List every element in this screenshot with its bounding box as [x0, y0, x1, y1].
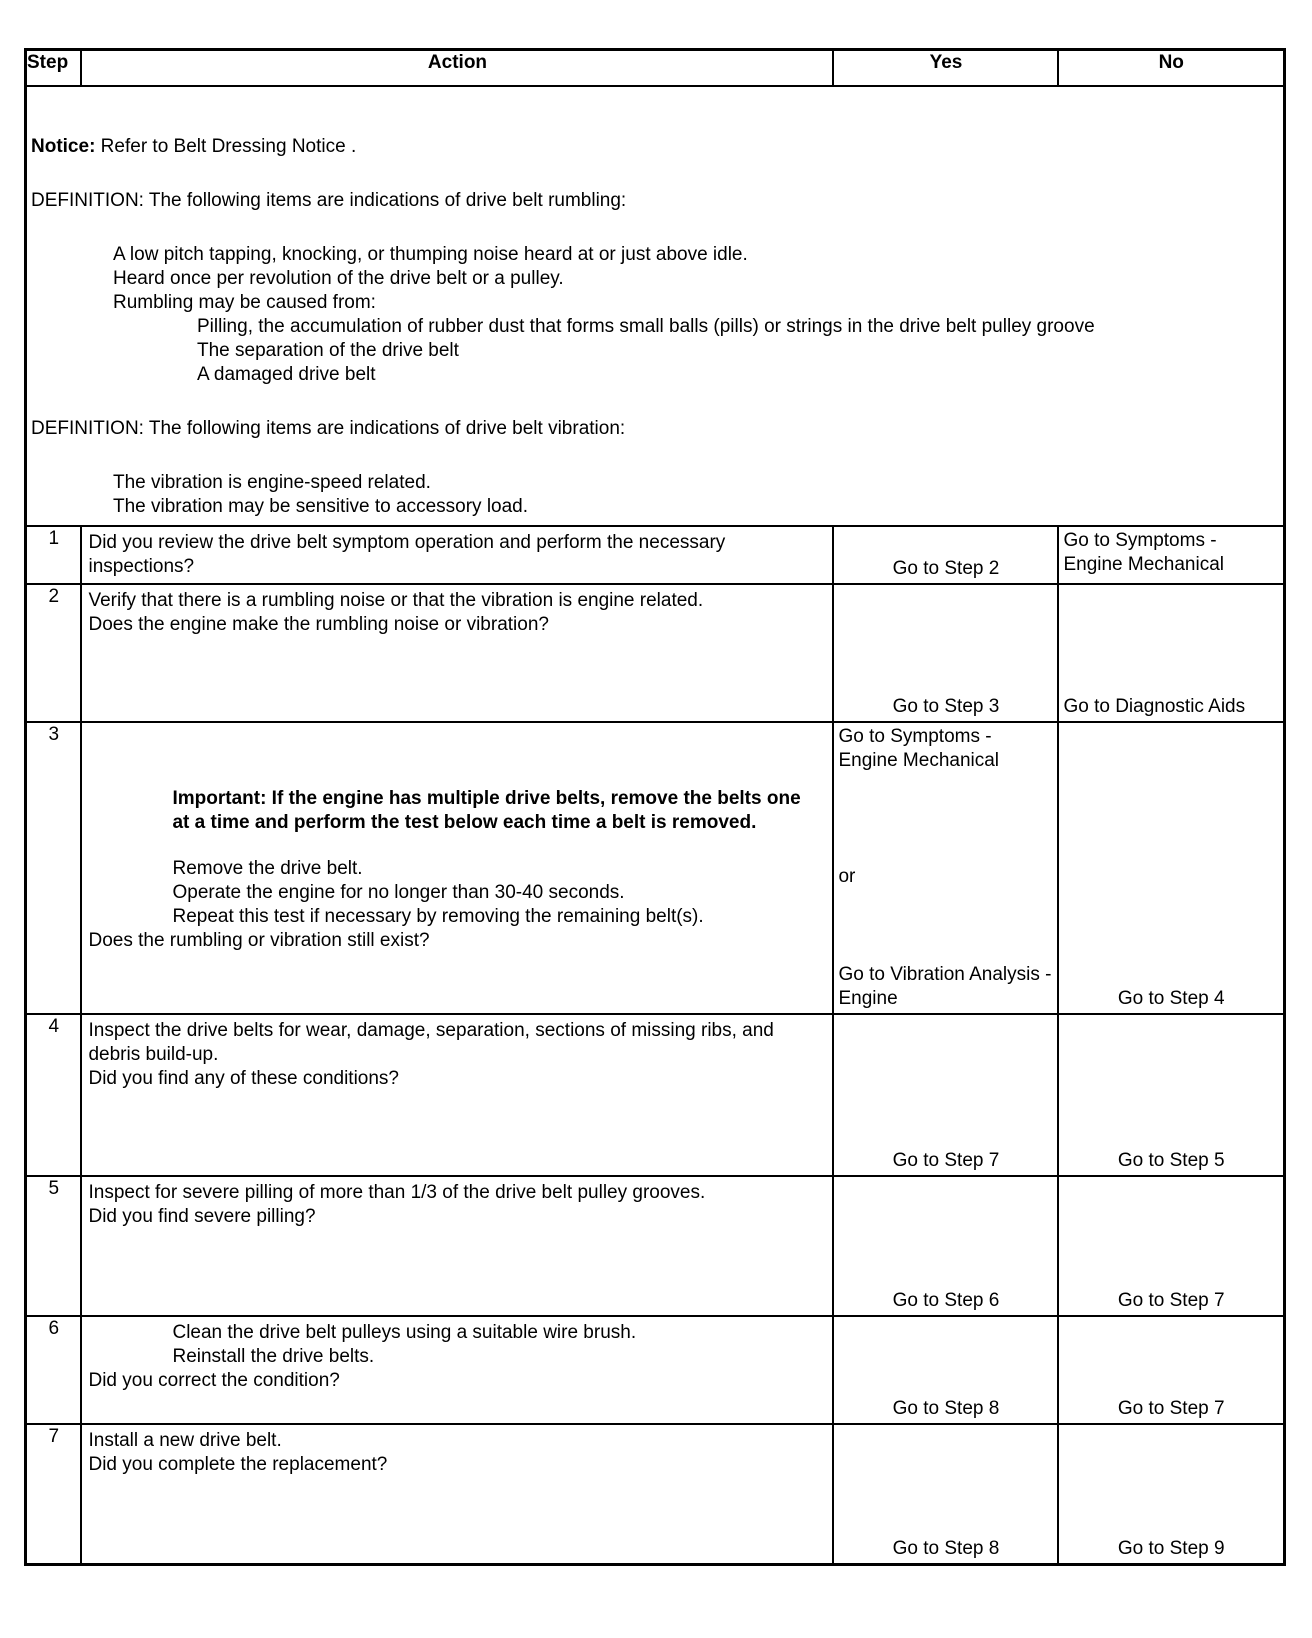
- no-link[interactable]: Go to Step 9: [1117, 1538, 1225, 1559]
- step-row-1: [26, 526, 1285, 584]
- step-number: 5: [26, 1176, 82, 1316]
- yes-cell: [833, 526, 1058, 584]
- yes-cell: [833, 584, 1058, 722]
- action-text: Install a new drive belt.: [88, 1430, 282, 1451]
- no-cell: [1058, 1176, 1284, 1316]
- yes-link[interactable]: Go to Step 7: [892, 1150, 1000, 1171]
- action-question: Did you correct the condition?: [88, 1370, 340, 1391]
- yes-link[interactable]: Go to Step 8: [892, 1398, 1000, 1419]
- notice-label: Notice:: [31, 136, 96, 157]
- step-number: 3: [26, 722, 82, 1014]
- step-row-4: [26, 1014, 1285, 1176]
- action-item: Operate the engine for no longer than 30-40 seconds.: [172, 882, 625, 903]
- action-text: Inspect the drive belts for wear, damage, separation, sections of missing ribs, and debris build-up.: [88, 1020, 774, 1065]
- action-question: Did you find severe pilling?: [88, 1206, 316, 1227]
- action-cell: [81, 584, 833, 722]
- no-cell: [1058, 584, 1284, 722]
- yes-link[interactable]: Go to Step 2: [892, 558, 1000, 579]
- yes-link-2[interactable]: Go to Vibration Analysis - Engine: [838, 964, 1052, 1009]
- no-link[interactable]: Go to Step 5: [1117, 1150, 1225, 1171]
- action-item: Clean the drive belt pulleys using a suitable wire brush.: [172, 1322, 637, 1343]
- action-cell: [81, 526, 833, 584]
- header-no: No: [1058, 50, 1284, 87]
- action-item: Remove the drive belt.: [172, 858, 363, 879]
- yes-link-1[interactable]: Go to Symptoms - Engine Mechanical: [838, 726, 1000, 771]
- action-cell: [81, 1316, 833, 1424]
- action-text: Did you review the drive belt symptom operation and perform the necessary inspections?: [88, 532, 726, 577]
- vibration-item: The vibration may be sensitive to accessory load.: [113, 496, 529, 517]
- step-number: 1: [26, 526, 82, 584]
- action-question: Does the engine make the rumbling noise or vibration?: [88, 614, 549, 635]
- no-cell: [1058, 1316, 1284, 1424]
- rumbling-cause: The separation of the drive belt: [197, 340, 459, 361]
- step-number: 2: [26, 584, 82, 722]
- step-row-2: [26, 584, 1285, 722]
- action-text: Verify that there is a rumbling noise or that the vibration is engine related.: [88, 590, 704, 611]
- action-cell: [81, 722, 833, 1014]
- vibration-item: The vibration is engine-speed related.: [113, 472, 431, 493]
- notice: [31, 135, 1279, 159]
- action-cell: [81, 1014, 833, 1176]
- step-row-3: [26, 722, 1285, 1014]
- intro-cell: [26, 86, 1285, 526]
- action-question: Does the rumbling or vibration still exist?: [88, 930, 430, 951]
- notice-text: Refer to Belt Dressing Notice .: [95, 136, 357, 157]
- no-cell: [1058, 526, 1284, 584]
- action-question: Did you complete the replacement?: [88, 1454, 388, 1475]
- yes-cell: [833, 1176, 1058, 1316]
- yes-link[interactable]: Go to Step 3: [892, 696, 1000, 717]
- diagnostic-table: [24, 48, 1286, 1566]
- no-cell: [1058, 1424, 1284, 1565]
- no-link[interactable]: Go to Step 7: [1117, 1398, 1225, 1419]
- yes-link[interactable]: Go to Step 6: [892, 1290, 1000, 1311]
- no-cell: [1058, 1014, 1284, 1176]
- step-number: 4: [26, 1014, 82, 1176]
- yes-cell: [833, 1316, 1058, 1424]
- action-cell: [81, 1176, 833, 1316]
- header-yes: Yes: [833, 50, 1058, 87]
- action-item: Repeat this test if necessary by removing the remaining belt(s).: [172, 906, 704, 927]
- intro-row: [26, 86, 1285, 526]
- step-number: 7: [26, 1424, 82, 1565]
- action-text: Inspect for severe pilling of more than 1/3 of the drive belt pulley grooves.: [88, 1182, 706, 1203]
- no-cell: [1058, 722, 1284, 1014]
- action-question: Did you find any of these conditions?: [88, 1068, 399, 1089]
- yes-or: or: [838, 866, 856, 887]
- rumbling-item: A low pitch tapping, knocking, or thumping noise heard at or just above idle.: [113, 244, 748, 265]
- step-row-7: [26, 1424, 1285, 1565]
- rumbling-cause: Pilling, the accumulation of rubber dust that forms small balls (pills) or strings in the drive belt pulley groove: [197, 316, 1095, 337]
- rumbling-item: Rumbling may be caused from:: [113, 292, 376, 313]
- yes-cell: [833, 1014, 1058, 1176]
- no-link[interactable]: Go to Step 7: [1117, 1290, 1225, 1311]
- header-action: Action: [81, 50, 833, 87]
- rumbling-item: Heard once per revolution of the drive belt or a pulley.: [113, 268, 564, 289]
- step-row-6: [26, 1316, 1285, 1424]
- action-cell: [81, 1424, 833, 1565]
- step-row-5: [26, 1176, 1285, 1316]
- no-link[interactable]: Go to Diagnostic Aids: [1063, 696, 1246, 717]
- no-link[interactable]: Go to Step 4: [1117, 988, 1225, 1009]
- yes-cell: [833, 1424, 1058, 1565]
- definition-vibration: DEFINITION: The following items are indications of drive belt vibration:: [31, 418, 626, 439]
- yes-link[interactable]: Go to Step 8: [892, 1538, 1000, 1559]
- header-row: [26, 50, 1285, 87]
- definition-rumbling: DEFINITION: The following items are indications of drive belt rumbling:: [31, 190, 627, 211]
- header-step: Step: [26, 50, 82, 87]
- yes-cell: [833, 722, 1058, 1014]
- rumbling-cause: A damaged drive belt: [197, 364, 376, 385]
- no-link[interactable]: Go to Symptoms - Engine Mechanical: [1063, 530, 1224, 575]
- step-number: 6: [26, 1316, 82, 1424]
- action-item: Reinstall the drive belts.: [172, 1346, 375, 1367]
- important-note: Important: If the engine has multiple drive belts, remove the belts one at a time and perform the test below each time a belt is removed.: [172, 788, 801, 833]
